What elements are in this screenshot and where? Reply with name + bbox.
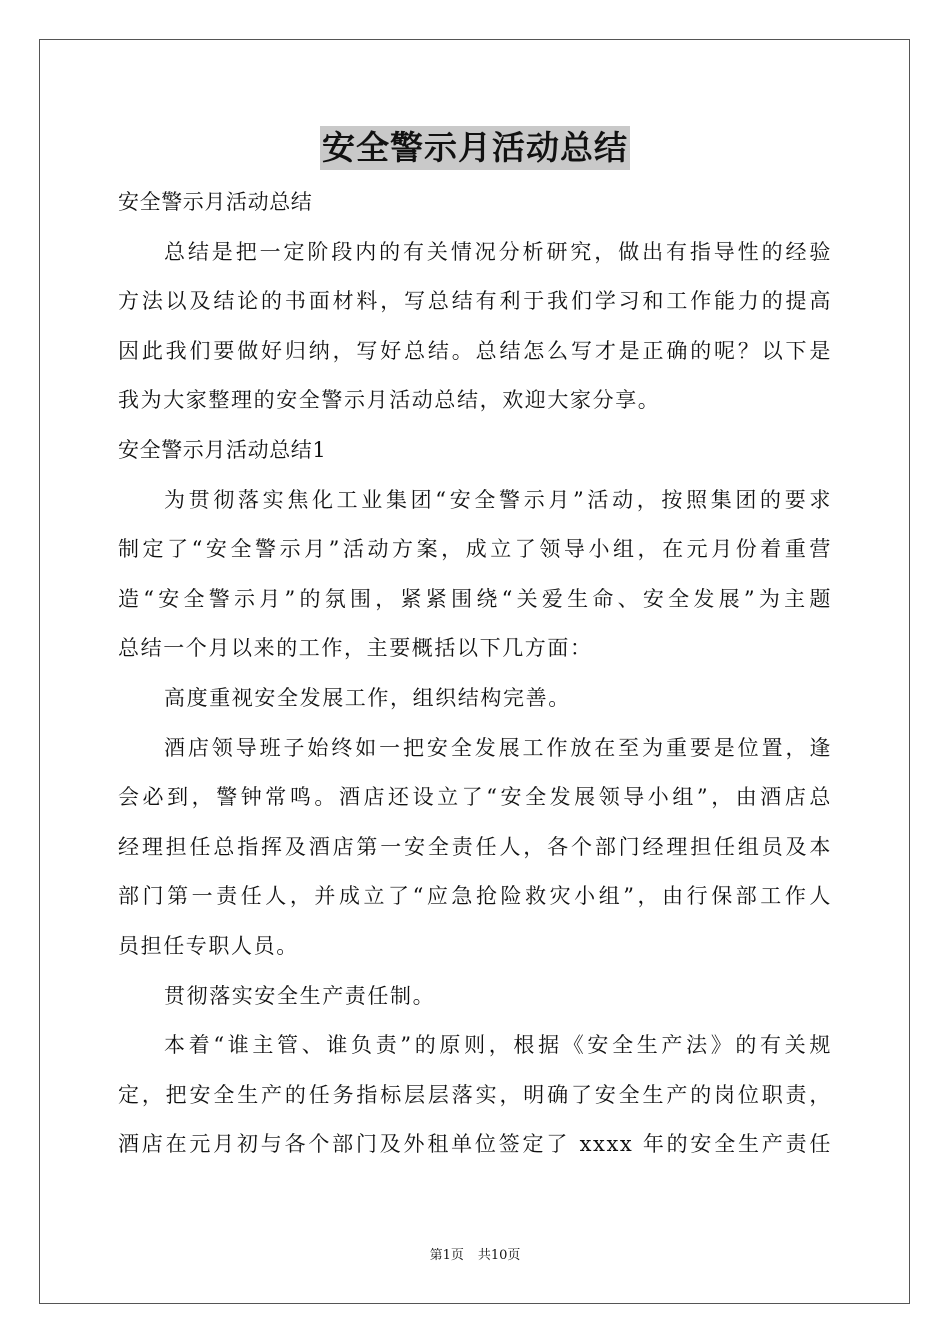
body-line: 定，把安全生产的任务指标层层落实，明确了安全生产的岗位职责， [118, 1082, 832, 1107]
body-line: 部门第一责任人，并成立了“应急抢险救灾小组”，由行保部工作人 [118, 884, 832, 909]
page-number: 第1页 [429, 1248, 464, 1263]
body-line: 总结一个月以来的工作，主要概括以下几方面： [118, 636, 593, 661]
section-heading: 安全警示月活动总结1 [118, 437, 327, 462]
body-line: 会必到，警钟常鸣。酒店还设立了“安全发展领导小组”，由酒店总 [118, 785, 832, 810]
body-line: 我为大家整理的安全警示月活动总结，欢迎大家分享。 [118, 388, 661, 413]
body-line: 方法以及结论的书面材料，写总结有利于我们学习和工作能力的提高 [118, 289, 832, 314]
body-line: 高度重视安全发展工作，组织结构完善。 [164, 685, 571, 710]
body-line: 本着“谁主管、谁负责”的原则，根据《安全生产法》的有关规 [164, 1033, 832, 1058]
title-wrap [0, 126, 950, 170]
body-line: 安全警示月活动总结 [118, 190, 313, 214]
body-line: 总结是把一定阶段内的有关情况分析研究，做出有指导性的经验 [164, 239, 832, 264]
document-title: 安全警示月活动总结 [320, 126, 630, 170]
body-line: 制定了“安全警示月”活动方案，成立了领导小组，在元月份着重营 [118, 537, 832, 562]
body-line: 经理担任总指挥及酒店第一安全责任人，各个部门经理担任组员及本 [118, 834, 832, 859]
document-body [118, 178, 832, 1170]
body-line: 造“安全警示月”的氛围，紧紧围绕“关爱生命、安全发展”为主题 [118, 586, 832, 611]
body-line: 员担任专职人员。 [118, 933, 299, 958]
body-line: 贯彻落实安全生产责任制。 [164, 983, 436, 1008]
body-line: 酒店领导班子始终如一把安全发展工作放在至为重要是位置，逢 [164, 735, 832, 760]
page-footer [0, 1247, 950, 1265]
body-line: 酒店在元月初与各个部门及外租单位签定了 xxxx 年的安全生产责任 [118, 1132, 832, 1157]
page-total: 共10页 [477, 1248, 521, 1263]
body-line: 因此我们要做好归纳，写好总结。总结怎么写才是正确的呢？以下是 [118, 338, 832, 363]
body-line: 为贯彻落实焦化工业集团“安全警示月”活动，按照集团的要求 [164, 487, 832, 512]
